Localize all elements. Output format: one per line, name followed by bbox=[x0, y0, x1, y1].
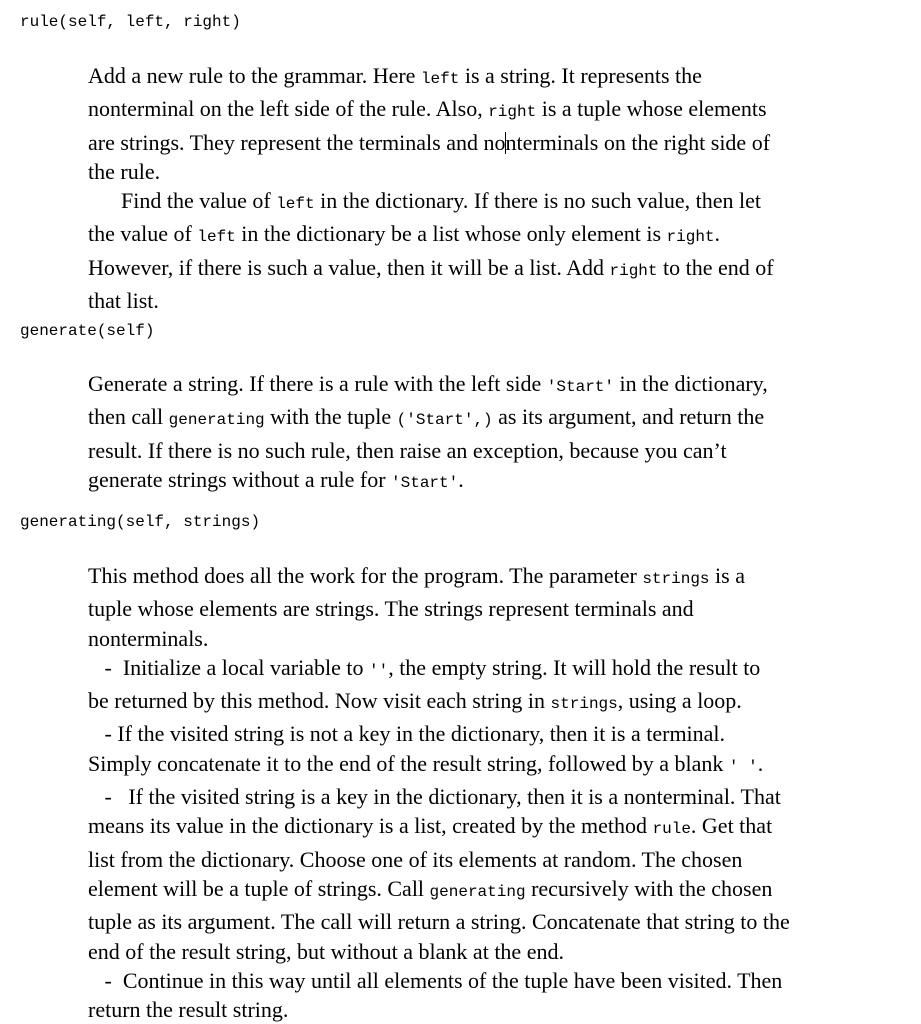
text-run: element will be a tuple of strings. Call bbox=[88, 875, 430, 901]
text-run: in the dictionary, bbox=[614, 371, 768, 396]
inline-code: right bbox=[609, 261, 658, 280]
text-line bbox=[88, 937, 903, 966]
text-run: in the dictionary. If there is no such value, then let bbox=[314, 188, 761, 214]
text-line bbox=[88, 94, 903, 127]
method-description-rule bbox=[88, 61, 903, 315]
text-run: in the dictionary be a list whose only element is bbox=[235, 221, 667, 247]
method-signature-rule: rule(self, left, right) bbox=[20, 13, 241, 31]
text-run: generate strings without a rule for bbox=[88, 466, 392, 492]
inline-code: strings bbox=[550, 695, 618, 714]
inline-code: '' bbox=[368, 661, 389, 680]
text-run: . bbox=[714, 221, 721, 247]
text-line bbox=[88, 286, 903, 315]
text-run: However, if there is such a value, then it will be a list. Add bbox=[88, 254, 610, 280]
text-line bbox=[88, 594, 903, 623]
method-description-generating bbox=[88, 561, 903, 1024]
text-run: , the empty string. It will hold the result to bbox=[388, 654, 761, 680]
inline-code: generating bbox=[168, 411, 265, 430]
inline-code: strings bbox=[642, 570, 710, 588]
method-signature-generate: generate(self) bbox=[20, 322, 155, 340]
text-line bbox=[88, 749, 903, 782]
text-run: , using a loop. bbox=[617, 688, 742, 714]
text-run: that list. bbox=[88, 288, 159, 314]
text-run: means its value in the dictionary is a list, created by the method bbox=[88, 813, 653, 839]
inline-code: ' ' bbox=[728, 757, 758, 776]
text-line bbox=[88, 624, 903, 653]
text-run: nonterminals. bbox=[88, 625, 209, 651]
text-line bbox=[88, 995, 903, 1024]
text-line bbox=[88, 907, 903, 936]
inline-code: ('Start',) bbox=[396, 411, 493, 430]
text-run: return the result string. bbox=[88, 997, 289, 1023]
inline-code: right bbox=[488, 103, 537, 122]
text-run: with the tuple bbox=[264, 404, 397, 430]
text-line bbox=[88, 436, 903, 465]
text-run: is a string. It represents the bbox=[459, 63, 702, 88]
text-run: nterminals on the right side of bbox=[505, 129, 771, 155]
text-line bbox=[88, 686, 903, 719]
text-run: recursively with the chosen bbox=[525, 875, 773, 901]
text-line bbox=[88, 157, 903, 186]
text-line bbox=[88, 253, 903, 286]
text-run: result. If there is no such rule, then raise an exception, because you can’t bbox=[88, 437, 727, 463]
text-line bbox=[88, 369, 903, 402]
text-line bbox=[88, 966, 903, 995]
text-line bbox=[88, 465, 903, 498]
text-run: is a tuple whose elements bbox=[536, 96, 767, 122]
text-run: . bbox=[757, 750, 764, 776]
text-line bbox=[88, 561, 903, 594]
inline-code: left bbox=[197, 228, 236, 247]
text-run: tuple whose elements are strings. The strings represent terminals and bbox=[88, 596, 694, 622]
text-run: then call bbox=[88, 404, 169, 430]
text-line bbox=[88, 811, 903, 844]
text-run: is a bbox=[709, 563, 745, 588]
text-line bbox=[88, 719, 903, 748]
text-run: - Initialize a local variable to bbox=[88, 654, 369, 680]
text-run: list from the dictionary. Choose one of its elements at random. The chosen bbox=[88, 846, 743, 872]
text-run: the value of bbox=[88, 221, 198, 247]
inline-code: 'Start' bbox=[546, 378, 614, 396]
text-run: - Continue in this way until all elements of the tuple have been visited. Then bbox=[88, 967, 783, 993]
text-run: nonterminal on the left side of the rule. Also, bbox=[88, 96, 489, 122]
text-run: - If the visited string is not a key in the dictionary, then it is a terminal. bbox=[88, 721, 726, 747]
text-run: . bbox=[458, 466, 464, 492]
text-run: to the end of bbox=[657, 254, 774, 280]
text-line bbox=[88, 186, 903, 219]
text-run: the rule. bbox=[88, 158, 161, 184]
inline-code: right bbox=[666, 228, 715, 247]
text-run: Find the value of bbox=[88, 188, 277, 214]
text-line bbox=[88, 61, 903, 94]
text-run: be returned by this method. Now visit each string in bbox=[88, 688, 551, 714]
text-line bbox=[88, 845, 903, 874]
text-line bbox=[88, 219, 903, 252]
text-line bbox=[88, 874, 903, 907]
text-run: Add a new rule to the grammar. Here bbox=[88, 63, 421, 88]
text-line bbox=[88, 402, 903, 435]
inline-code: left bbox=[420, 70, 460, 88]
inline-code: 'Start' bbox=[391, 473, 459, 492]
method-description-generate bbox=[88, 369, 903, 498]
text-run: as its argument, and return the bbox=[492, 404, 765, 430]
text-line bbox=[88, 128, 903, 157]
text-run: are strings. They represent the terminals and no bbox=[88, 129, 506, 155]
text-run: end of the result string, but without a blank at the end. bbox=[88, 938, 564, 964]
method-signature-generating: generating(self, strings) bbox=[20, 513, 261, 531]
text-run: - If the visited string is a key in the dictionary, then it is a nonterminal. That bbox=[88, 784, 781, 810]
text-run: . Get that bbox=[690, 813, 773, 839]
text-run: tuple as its argument. The call will return a string. Concatenate that string to the bbox=[88, 909, 790, 935]
text-run: Simply concatenate it to the end of the result string, followed by a blank bbox=[88, 750, 729, 776]
inline-code: generating bbox=[429, 882, 526, 901]
text-line bbox=[88, 782, 903, 811]
inline-code: rule bbox=[652, 820, 691, 839]
inline-code: left bbox=[276, 195, 315, 214]
text-run: Generate a string. If there is a rule with the left side bbox=[88, 371, 547, 396]
text-line bbox=[88, 653, 903, 686]
text-run: This method does all the work for the program. The parameter bbox=[88, 563, 643, 588]
